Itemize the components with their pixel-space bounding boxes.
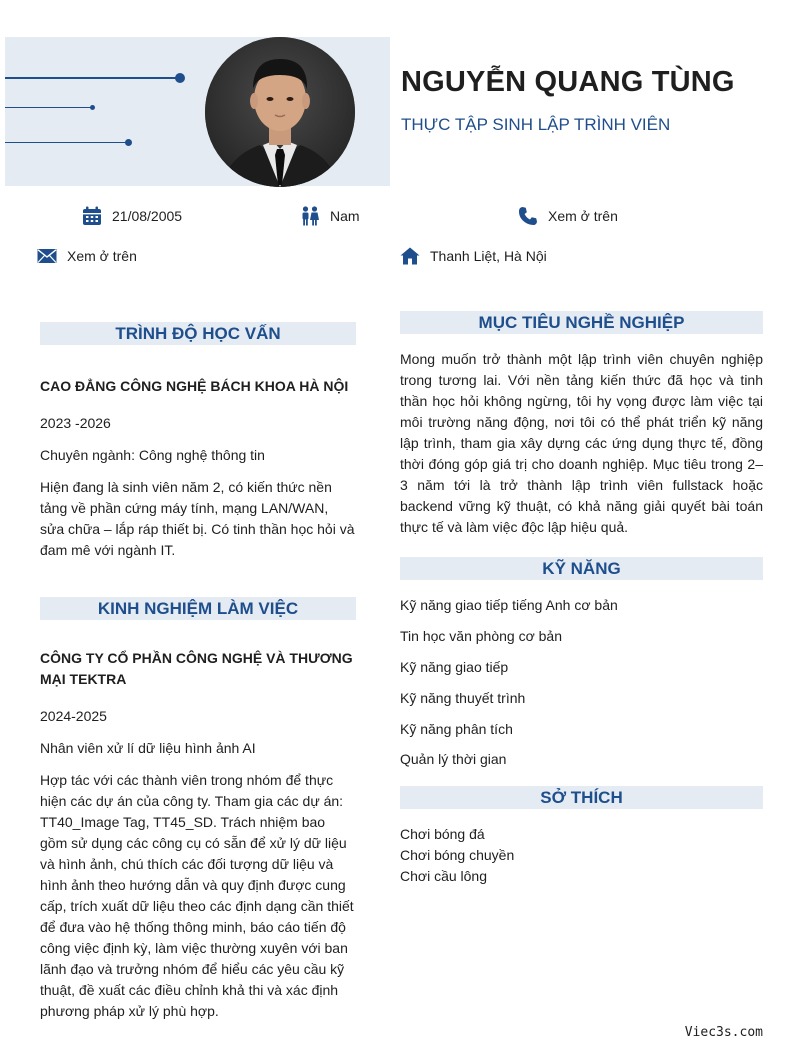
decorative-dot	[125, 139, 132, 146]
skill-item: Kỹ năng giao tiếp	[400, 659, 509, 675]
decorative-dot	[175, 73, 185, 83]
hobbies-heading: SỞ THÍCH	[400, 786, 763, 809]
skills-heading: KỸ NĂNG	[400, 557, 763, 580]
education-heading: TRÌNH ĐỘ HỌC VẤN	[40, 322, 356, 345]
skill-item: Tin học văn phòng cơ bản	[400, 628, 562, 644]
avatar	[205, 37, 355, 187]
decorative-line	[5, 142, 128, 143]
birthday-text: 21/08/2005	[112, 208, 183, 224]
experience-description: Hợp tác với các thành viên trong nhóm để thực hiện các dự án của công ty. Tham gia các dự án: TT40_Image Tag, TT45_SD. Trách nhiệm bao gồm sử dụng các công cụ có sẵn để xử lý dữ liệu và hình ảnh, chú thích các đối tượng dữ liệu và hình ảnh theo hướng dẫn và quy định được cung cấp, trích xuất dữ liệu theo các định dạng cần thiết để đưa vào hệ thống thông minh, báo cáo tiến độ công việc định kỳ, làm việc thường xuyên với ban lãnh đạo và trưởng nhóm để hiểu các yêu cầu kỹ thuật, đề xuất các điều chỉnh khả thi và xác định phương pháp xử lý phù hợp.	[40, 772, 354, 1019]
person-name: NGUYỄN QUANG TÙNG	[401, 66, 735, 98]
hobby-item: Chơi bóng đá	[400, 826, 485, 842]
company-name: CÔNG TY CỔ PHẦN CÔNG NGHỆ VÀ THƯƠNG MẠI TEKTRA	[40, 650, 353, 687]
hobby-item: Chơi bóng chuyền	[400, 847, 515, 863]
contact-birthday	[82, 206, 182, 226]
contact-address	[400, 247, 547, 265]
experience-heading: KINH NGHIỆM LÀM VIỆC	[40, 597, 356, 620]
gender-icon	[300, 206, 320, 226]
contact-email	[37, 248, 137, 264]
skill-item: Kỹ năng phân tích	[400, 721, 513, 737]
experience-years: 2024-2025	[40, 708, 107, 724]
email-text: Xem ở trên	[67, 248, 137, 264]
experience-position: Nhân viên xử lí dữ liệu hình ảnh AI	[40, 740, 256, 756]
calendar-icon	[82, 206, 102, 226]
gender-text: Nam	[330, 208, 360, 224]
hobby-item: Chơi cầu lông	[400, 868, 488, 884]
home-icon	[400, 247, 420, 265]
watermark: Viec3s.com	[684, 1025, 763, 1040]
phone-text: Xem ở trên	[548, 208, 618, 224]
skill-item: Quản lý thời gian	[400, 751, 507, 767]
education-major: Chuyên ngành: Công nghệ thông tin	[40, 447, 265, 463]
decorative-dot	[90, 105, 95, 110]
job-title: THỰC TẬP SINH LẬP TRÌNH VIÊN	[401, 115, 671, 134]
education-description: Hiện đang là sinh viên năm 2, có kiến thức nền tảng về phần cứng máy tính, mạng LAN/WAN, sửa chữa – lắp ráp thiết bị. Có tinh thần học hỏi và đam mê với ngành IT.	[40, 479, 355, 558]
skill-item: Kỹ năng thuyết trình	[400, 690, 526, 706]
objective-heading: MỤC TIÊU NGHỀ NGHIỆP	[400, 311, 763, 334]
objective-text: Mong muốn trở thành một lập trình viên chuyên nghiệp trong tương lai. Với nền tảng kiến thức đã học và tinh thần học hỏi không ngừng, tôi hy vọng được làm việc tại môi trường năng động, nơi tôi có thể phát triển kỹ năng lập trình, tham gia xây dựng các ứng dụng thực tế, đồng thời đóng góp giá trị cho doanh nghiệp. Mục tiêu trong 2–3 năm tới là trở thành lập trình viên fullstack hoặc backend vững kỹ thuật, có khả năng giải quyết bài toán thực tế và làm việc độc lập hiệu quả.	[400, 351, 763, 535]
portrait-illustration	[205, 37, 355, 187]
contact-gender	[300, 206, 360, 226]
decorative-line	[5, 107, 92, 108]
decorative-line	[5, 77, 178, 79]
education-years: 2023 -2026	[40, 415, 111, 431]
school-name: CAO ĐẲNG CÔNG NGHỆ BÁCH KHOA HÀ NỘI	[40, 378, 349, 394]
phone-icon	[518, 206, 538, 226]
skill-item: Kỹ năng giao tiếp tiếng Anh cơ bản	[400, 597, 618, 613]
contact-phone	[518, 206, 618, 226]
address-text: Thanh Liệt, Hà Nội	[430, 248, 547, 264]
email-icon	[37, 248, 57, 264]
